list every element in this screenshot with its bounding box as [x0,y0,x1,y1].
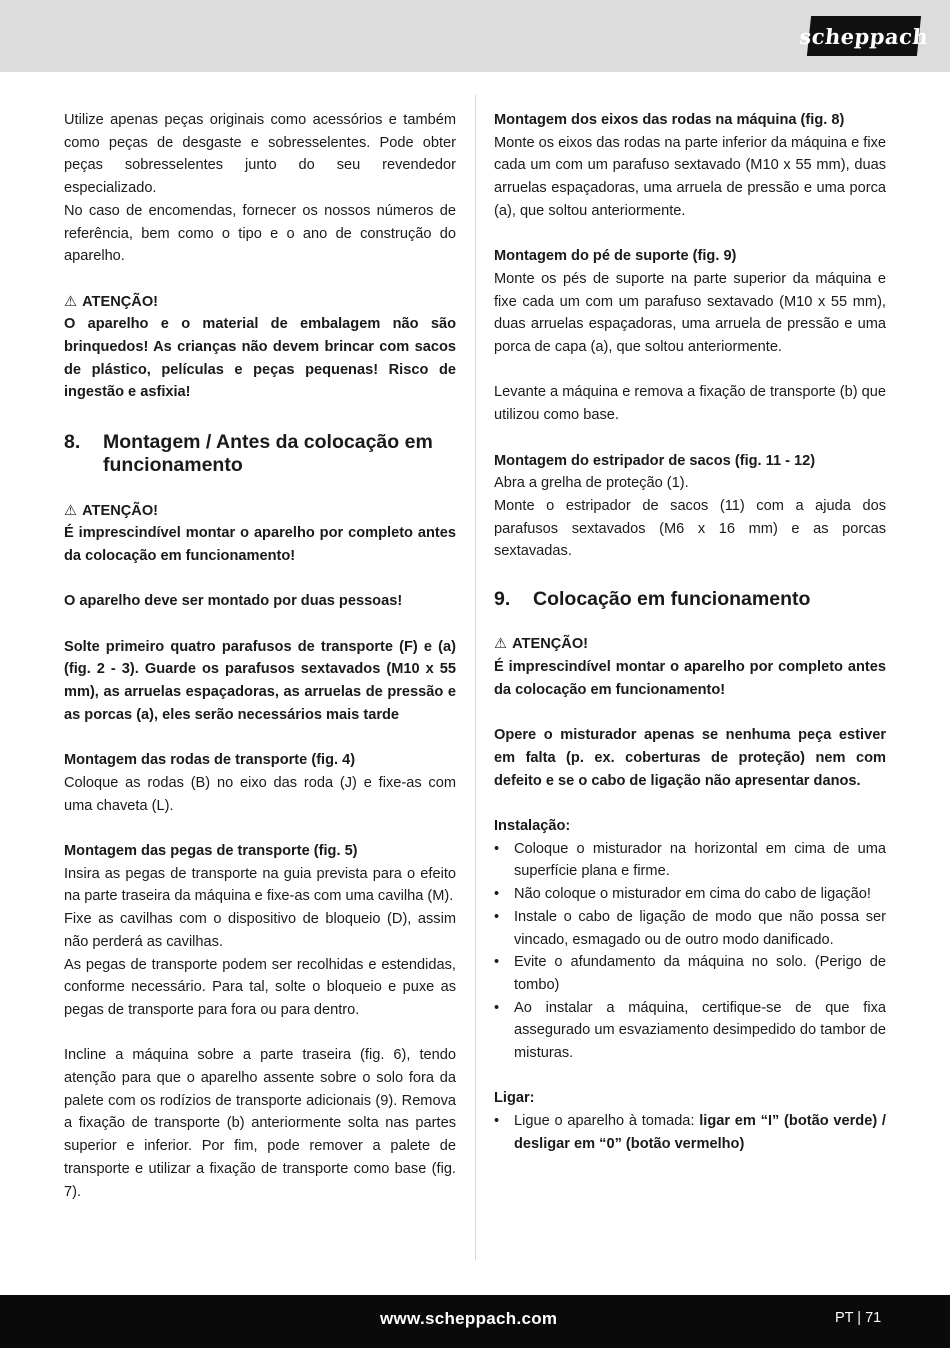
intro-paragraph-1: Utilize apenas peças originais como acessórios e também como peças de desgaste e sobresselentes. Pode obter peças sobresselentes junto do seu revendedor especializado. [64,112,456,197]
warning-icon: ⚠ [64,293,78,310]
warning-text-1: O aparelho e o material de embalagem não são brinquedos! As crianças não devem brincar com sacos de plástico, películas e peças pequenas! Risco de ingestão e asfixia! [64,316,456,401]
power-switch-instruction: ligar em “I” (botão verde) / desligar em “0” (botão vermelho) [514,1113,886,1152]
power-instruction: Ligue o aparelho à tomada: [514,1113,700,1130]
tilt-paragraph: Incline a máquina sobre a parte traseira (fig. 6), tendo atenção para que o aparelho assente sobre o solo fora da palete com os rodízios de transporte adicionais (9). Remova a fixação de transporte (b) anteriormente solta nas partes superior e inferior. Por fim, pode remover a palete de transporte e utilizar a fixação de transporte como base (fig. 7). [64,1047,456,1200]
bag-ripper-heading: Montagem do estripador de sacos (fig. 11 - 12) [494,452,816,469]
list-item: • Coloque o misturador na horizontal em cima de uma superfície plana e firme. [494,838,886,883]
operate-paragraph: Opere o misturador apenas se nenhuma peça estiver em falta (p. ex. coberturas de proteção) nem com defeito e se o cabo de ligação não apresentar danos. [494,727,886,789]
power-heading: Ligar: [494,1090,535,1107]
lift-paragraph: Levante a máquina e remova a fixação de transporte (b) que utilizou como base. [494,384,886,424]
section-8-heading [64,431,456,477]
column-divider [475,95,476,1260]
installation-heading: Instalação: [494,817,571,834]
handles-heading: Montagem das pegas de transporte (fig. 5) [64,842,358,859]
warning-block-2 [64,500,456,523]
warning-label: ATENÇÃO! [82,293,159,310]
warning-icon: ⚠ [64,502,78,519]
list-item: • Instale o cabo de ligação de modo que não possa ser vincado, esmagado ou de outro modo danificado. [494,906,886,951]
handles-text-1: Insira as pegas de transporte na guia prevista para o efeito na parte traseira da máquina e fixe-as com uma cavilha (M). [64,865,456,905]
warning-block-1 [64,291,456,314]
scheppach-logo: scheppach [807,16,921,56]
power-list [494,1110,886,1155]
section-title: Colocação em funcionamento [533,587,811,610]
feet-text: Monte os pés de suporte na parte superior da máquina e fixe cada um com um parafuso sextavado (M10 x 55 mm), duas arruelas espaçadoras, uma arruela de pressão e uma porca de capa (a), que soltou anteriormente. [494,270,886,356]
warning-icon: ⚠ [494,636,508,653]
two-persons-notice: O aparelho deve ser montado por duas pessoas! [64,593,403,610]
section-9-heading [494,588,886,611]
bag-ripper-text-2: Monte o estripador de sacos (11) com a ajuda dos parafusos sextavados (M6 x 16 mm) e as porcas sextavadas. [494,497,886,560]
right-column [494,109,886,1156]
feet-heading: Montagem do pé de suporte (fig. 9) [494,248,737,265]
list-item [494,1110,886,1155]
list-item: • Não coloque o misturador em cima do cabo de ligação! [494,883,886,906]
section-number: 9. [494,587,511,610]
axles-heading: Montagem dos eixos das rodas na máquina (fig. 8) [494,112,845,128]
handles-text-2: Fixe as cavilhas com o dispositivo de bloqueio (D), assim não perderá as cavilhas. [64,911,456,950]
warning-label: ATENÇÃO! [512,636,589,653]
axles-text: Monte os eixos das rodas na parte inferior da máquina e fixe cada um com um parafuso sextavado (M10 x 55 mm), duas arruelas espaçadoras, uma arruela de pressão e uma porca (a), que soltou anteriormente. [494,134,886,219]
warning-text-2: É imprescindível montar o aparelho por completo antes da colocação em funcionamento! [64,525,456,564]
transport-screws-paragraph: Solte primeiro quatro parafusos de transporte (F) e (a) (fig. 2 - 3). Guarde os parafusos sextavados (M10 x 55 mm), as arruelas espaçadoras, as arruelas de pressão e as porcas (a), eles serão necessários mais tarde [64,638,456,723]
section-number: 8. [64,430,81,453]
handles-text-3: As pegas de transporte podem ser recolhidas e estendidas, conforme necessário. Para tal, solte o bloqueio e puxe as pegas de transporte para fora ou para dentro. [64,956,456,1018]
left-column [64,109,456,1203]
section-title: Montagem / Antes da colocação em funcionamento [103,430,433,476]
bag-ripper-text-1: Abra a grelha de proteção (1). [494,475,689,492]
warning-text-3: É imprescindível montar o aparelho por completo antes da colocação em funcionamento! [494,659,886,698]
wheels-text: Coloque as rodas (B) no eixo das roda (J) e fixe-as com uma chaveta (L). [64,774,456,814]
list-item: • Ao instalar a máquina, certifique-se de que fixa assegurado um esvaziamento desimpedido do tambor de misturas. [494,997,886,1065]
header-bar [0,0,950,72]
wheels-heading: Montagem das rodas de transporte (fig. 4) [64,752,356,769]
footer-bar [0,1295,950,1348]
warning-label: ATENÇÃO! [82,502,159,519]
intro-paragraph-2: No caso de encomendas, fornecer os nossos números de referência, bem como o tipo e o ano de construção do aparelho. [64,202,456,265]
installation-list [494,838,886,1065]
warning-block-3 [494,633,886,656]
website-link[interactable]: www.scheppach.com [380,1309,558,1328]
page-number: PT | 71 [835,1310,882,1326]
list-item: • Evite o afundamento da máquina no solo. (Perigo de tombo) [494,951,886,996]
